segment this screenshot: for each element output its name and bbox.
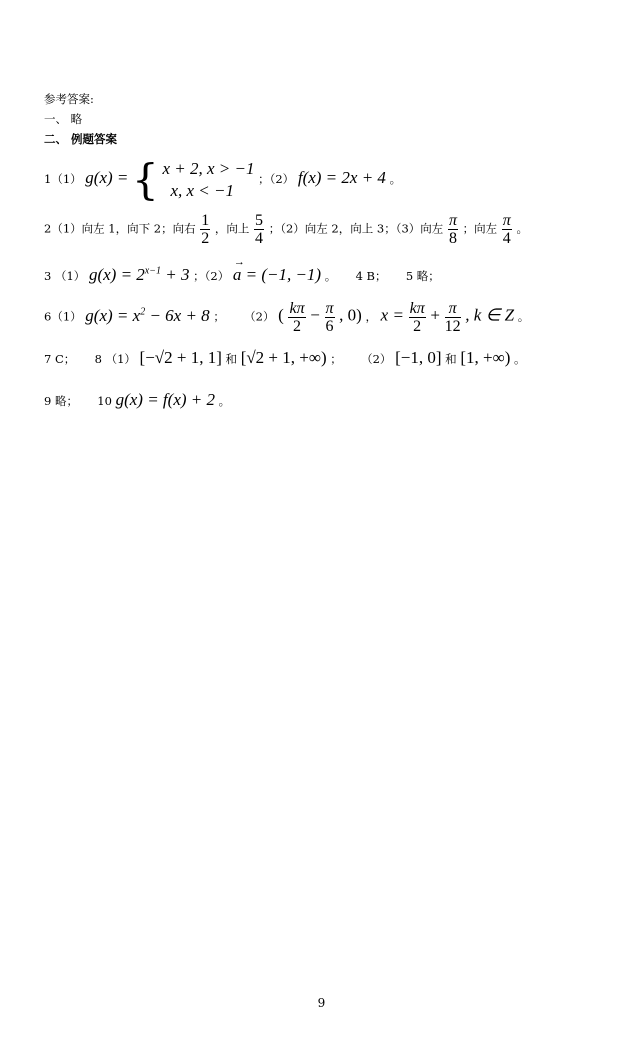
fraction-kpi-2b <box>409 300 426 335</box>
frac-den: 2 <box>293 318 302 335</box>
frac-den: 2 <box>413 318 422 335</box>
section-one: 一、 略 <box>44 112 83 126</box>
frac-den: 4 <box>502 230 511 247</box>
frac-num: π <box>325 300 334 317</box>
interval-1: [−√2 + 1, 1] <box>139 348 222 367</box>
answer-2-text-3: ；（2）向左 2，向上 3；（3）向左 <box>268 221 444 236</box>
answer-4: 4 B； <box>355 269 387 283</box>
formula-tail: + 3 <box>160 265 190 284</box>
fraction-5-4 <box>254 212 264 247</box>
answer-6 <box>44 300 529 335</box>
answer-6-number: 6（1） <box>44 309 82 324</box>
interval-3: [−1, 0] <box>395 348 442 367</box>
interval-4: [1, +∞) <box>460 348 511 367</box>
plus-sign: + <box>430 305 440 325</box>
fraction-1-2 <box>200 212 210 247</box>
exponent: x−1 <box>144 265 161 277</box>
exponent: 2 <box>140 305 146 317</box>
k-in-z: , k ∈ Z <box>465 305 515 325</box>
interval-2: [√2 + 1, +∞) <box>240 348 327 367</box>
answer-1 <box>44 155 402 204</box>
answer-9-10 <box>44 390 230 410</box>
comma: ， <box>365 309 377 324</box>
answer-1-sep: ；（2） <box>258 172 295 186</box>
frac-num: π <box>445 300 461 318</box>
answer-5: 5 略； <box>405 269 440 283</box>
answer-1-end: 。 <box>389 172 402 186</box>
frac-num: kπ <box>409 300 425 317</box>
and-2: 和 <box>445 352 457 366</box>
answer-10-formula: g(x) = f(x) + 2 <box>115 390 215 409</box>
answer-3-sep: ；（2） <box>193 269 230 283</box>
answer-6-formula <box>85 306 209 325</box>
fraction-pi-8 <box>448 212 458 247</box>
answer-10-end: 。 <box>218 394 231 408</box>
case-1: x + 2, x > −1 <box>162 159 255 178</box>
answer-1-lhs: g(x) = <box>85 168 129 187</box>
frac-num: π <box>448 212 457 229</box>
section-two-title: 二、 例题答案 <box>44 132 118 146</box>
answer-2-text-5: 。 <box>516 221 528 236</box>
paren-close: , 0) <box>339 305 362 325</box>
page-number: 9 <box>317 996 326 1010</box>
answer-7: 7 C； <box>44 352 76 366</box>
frac-num: 5 <box>255 212 264 229</box>
answer-6-sep: ； <box>213 309 225 324</box>
sep: ； <box>330 352 342 366</box>
frac-num: π <box>502 212 511 229</box>
answer-3-end: 。 <box>324 269 337 283</box>
answer-8-number: 8 （1） <box>94 352 136 366</box>
frac-num: 1 <box>201 212 210 229</box>
frac-den: 6 <box>325 318 334 335</box>
left-brace: { <box>132 155 159 204</box>
frac-den: 4 <box>255 230 264 247</box>
answer-8-end: 。 <box>514 352 526 366</box>
formula-tail: − 6x + 8 <box>145 305 210 325</box>
frac-den: 2 <box>201 230 210 247</box>
formula-base: g(x) = x <box>85 305 141 325</box>
answer-3 <box>44 256 440 285</box>
paren-open: ( <box>278 305 284 325</box>
answer-2-text-2: ，向上 <box>214 221 250 236</box>
vector-arrow-icon: → <box>233 256 245 268</box>
fraction-kpi-2 <box>288 300 305 335</box>
answer-heading: 参考答案: <box>44 92 94 106</box>
case-2: x, x < −1 <box>170 181 234 200</box>
answer-7-8 <box>44 348 526 368</box>
frac-den: 8 <box>448 230 457 247</box>
answer-8-part2: （2） <box>361 352 392 366</box>
answer-1-number: 1（1） <box>44 172 82 186</box>
fraction-pi-12 <box>445 300 461 335</box>
answer-9: 9 略； <box>44 394 78 408</box>
answer-10-number: 10 <box>97 394 112 408</box>
frac-den: 12 <box>444 318 461 335</box>
and-1: 和 <box>225 352 238 366</box>
fraction-pi-4 <box>502 212 512 247</box>
answer-1-part2: f(x) = 2x + 4 <box>297 168 386 187</box>
answer-2-text-4: ；向左 <box>462 221 498 236</box>
answer-6-end: 。 <box>517 309 530 324</box>
answer-2 <box>44 212 528 247</box>
answer-3-number: 3 （1） <box>44 269 86 283</box>
vector-a <box>232 256 322 284</box>
answer-3-formula <box>89 265 190 284</box>
piecewise-cases <box>162 158 254 202</box>
frac-num: kπ <box>289 300 305 317</box>
fraction-pi-6 <box>325 300 335 335</box>
answer-6-part2: （2） <box>244 309 275 324</box>
x-equals: x = <box>380 305 404 325</box>
formula-base: g(x) = 2 <box>88 265 145 284</box>
vector-value: a = (−1, −1) <box>232 265 322 284</box>
answer-2-text-1: 2（1）向左 1，向下 2；向右 <box>44 221 196 236</box>
minus-sign: − <box>310 305 320 325</box>
